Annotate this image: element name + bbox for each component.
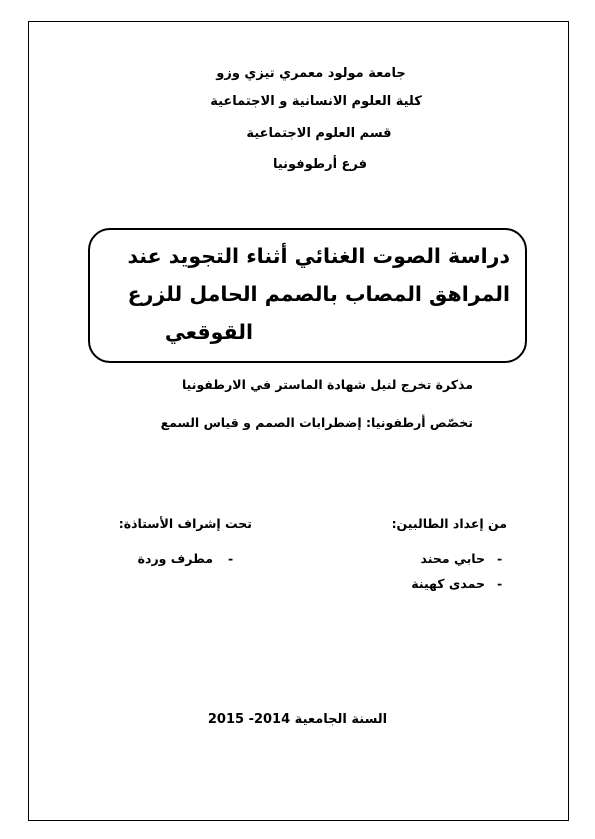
list-bullet: - (497, 576, 503, 591)
list-bullet: - (497, 551, 503, 566)
student-name-1: حابي محند (420, 551, 485, 566)
university-name: جامعة مولود معمري تيزي وزو (216, 66, 406, 81)
list-bullet: - (228, 551, 234, 566)
memo-specialty: تخصّص أرطفونيا: إضطرابات الصمم و قياس السمع (160, 415, 473, 430)
title-line-3: القوقعي (164, 320, 253, 344)
supervisor-label: تحت إشراف الأستاذة: (118, 516, 252, 531)
supervisor-name: مطرف وردة (137, 551, 213, 566)
student-name-2: حمدى كهينة (411, 576, 485, 591)
students-label: من إعداد الطالبين: (391, 516, 507, 531)
department-name: قسم العلوم الاجتماعية (246, 126, 392, 141)
academic-year: السنة الجامعية 2014- 2015 (207, 712, 388, 727)
title-line-1: دراسة الصوت الغنائي أثناء التجويد عند (127, 244, 510, 268)
title-line-2: المراهق المصاب بالصمم الحامل للزرع (127, 282, 510, 306)
faculty-name: كلية العلوم الانسانية و الاجتماعية (210, 94, 422, 109)
memo-purpose: مذكرة تخرج لنيل شهادة الماستر في الارطفونيا (181, 377, 473, 392)
branch-name: فرع أرطوفونيا (272, 157, 368, 172)
